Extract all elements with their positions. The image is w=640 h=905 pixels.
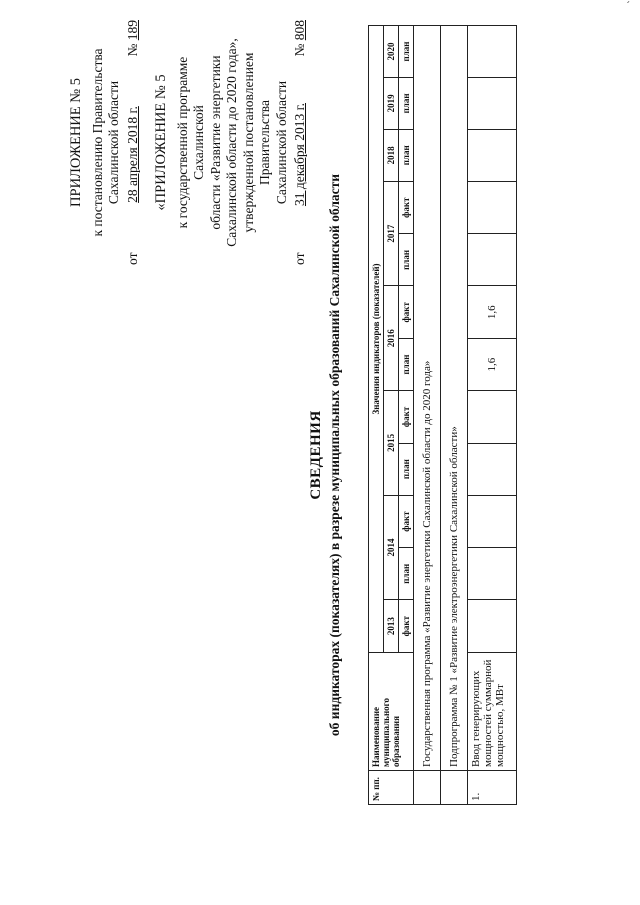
subheader-plan: план	[399, 26, 414, 78]
corner-mark: ´	[626, 0, 630, 12]
original-appendix-title: «ПРИЛОЖЕНИЕ № 5	[153, 74, 170, 211]
value-cell	[468, 443, 517, 495]
year-header: 2016	[384, 286, 399, 391]
year-header: 2017	[384, 181, 399, 286]
year-header: 2014	[384, 495, 399, 600]
subheader-fact: факт	[399, 495, 414, 548]
document-title	[308, 105, 343, 805]
year-header: 2015	[384, 391, 399, 496]
subheader-plan: план	[399, 234, 414, 286]
original-appendix-number-label: №	[292, 43, 308, 57]
subheader-fact: факт	[399, 181, 414, 234]
row-name: Ввод генерирующих мощностей суммарной мощностью, МВт	[468, 653, 517, 771]
original-appendix-number: 808	[292, 20, 308, 41]
col-name-header: Наименование муниципального образования	[369, 653, 414, 771]
subprogram-spacer	[441, 771, 468, 805]
value-cell	[468, 26, 517, 78]
appendix-number-wrap	[125, 20, 141, 57]
program-spacer	[414, 771, 441, 805]
table-header-row	[369, 26, 384, 805]
value-cell: 1,6	[468, 339, 517, 391]
subheader-plan: план	[399, 548, 414, 600]
value-cell	[468, 391, 517, 444]
values-header: Значения индикаторов (показателей)	[369, 26, 384, 653]
table-row	[468, 26, 517, 805]
appendix-date-prefix: от	[124, 252, 140, 265]
subprogram-row	[441, 26, 468, 805]
appendix-line: к постановлению Правительства	[89, 48, 105, 237]
appendix-number-label: №	[124, 43, 140, 57]
document-title-main: СВЕДЕНИЯ	[308, 410, 324, 500]
original-appendix-date-prefix: от	[292, 252, 308, 265]
subprogram-title: Подпрограмма № 1 «Развитие электроэнергетики Сахалинской области»	[441, 26, 468, 771]
original-appendix-line: к государственной программе Сахалинской	[174, 56, 207, 229]
appendix-number: 189	[124, 20, 140, 41]
subheader-plan: план	[399, 443, 414, 495]
subheader-fact: факт	[399, 600, 414, 653]
col-no-header: № пп.	[369, 771, 414, 805]
original-appendix-date: 31 декабря 2013 г.	[292, 102, 308, 207]
original-appendix-line: Сахалинской области	[273, 80, 289, 205]
value-cell	[468, 495, 517, 548]
program-row	[414, 26, 441, 805]
value-cell	[468, 600, 517, 653]
subheader-fact: факт	[399, 391, 414, 444]
value-cell: 1,6	[468, 286, 517, 339]
value-cell	[468, 181, 517, 234]
original-appendix-line: Сахалинской области до 2020 года»,	[224, 38, 240, 247]
subheader-plan: план	[399, 339, 414, 391]
original-appendix-number-wrap	[292, 20, 308, 57]
year-header: 2019	[384, 77, 399, 129]
original-appendix-line: области «Развитие энергетики	[207, 55, 223, 230]
value-cell	[468, 234, 517, 286]
appendix-title: ПРИЛОЖЕНИЕ № 5	[68, 78, 84, 207]
subheader-plan: план	[399, 77, 414, 129]
appendix-line: Сахалинской области	[106, 80, 122, 205]
subheader-fact: факт	[399, 286, 414, 339]
year-header: 2018	[384, 129, 399, 181]
appendix-date-line	[125, 20, 141, 265]
appendix-date: 28 апреля 2018 г.	[124, 106, 140, 203]
year-header: 2013	[384, 600, 399, 653]
value-cell	[468, 77, 517, 129]
value-cell	[468, 548, 517, 600]
original-appendix-line: утвержденной постановлением Правительства	[240, 52, 273, 233]
program-title: Государственная программа «Развитие энергетики Сахалинской области до 2020 года»	[414, 26, 441, 771]
header-block	[68, 20, 309, 265]
indicators-table	[368, 25, 517, 805]
original-appendix-date-line	[292, 20, 308, 265]
subheader-plan: план	[399, 129, 414, 181]
document-subtitle: об индикаторах (показателях) в разрезе муниципальных образований Сахалинской области	[327, 173, 342, 737]
row-number: 1.	[468, 771, 517, 805]
value-cell	[468, 129, 517, 181]
year-header: 2020	[384, 26, 399, 78]
